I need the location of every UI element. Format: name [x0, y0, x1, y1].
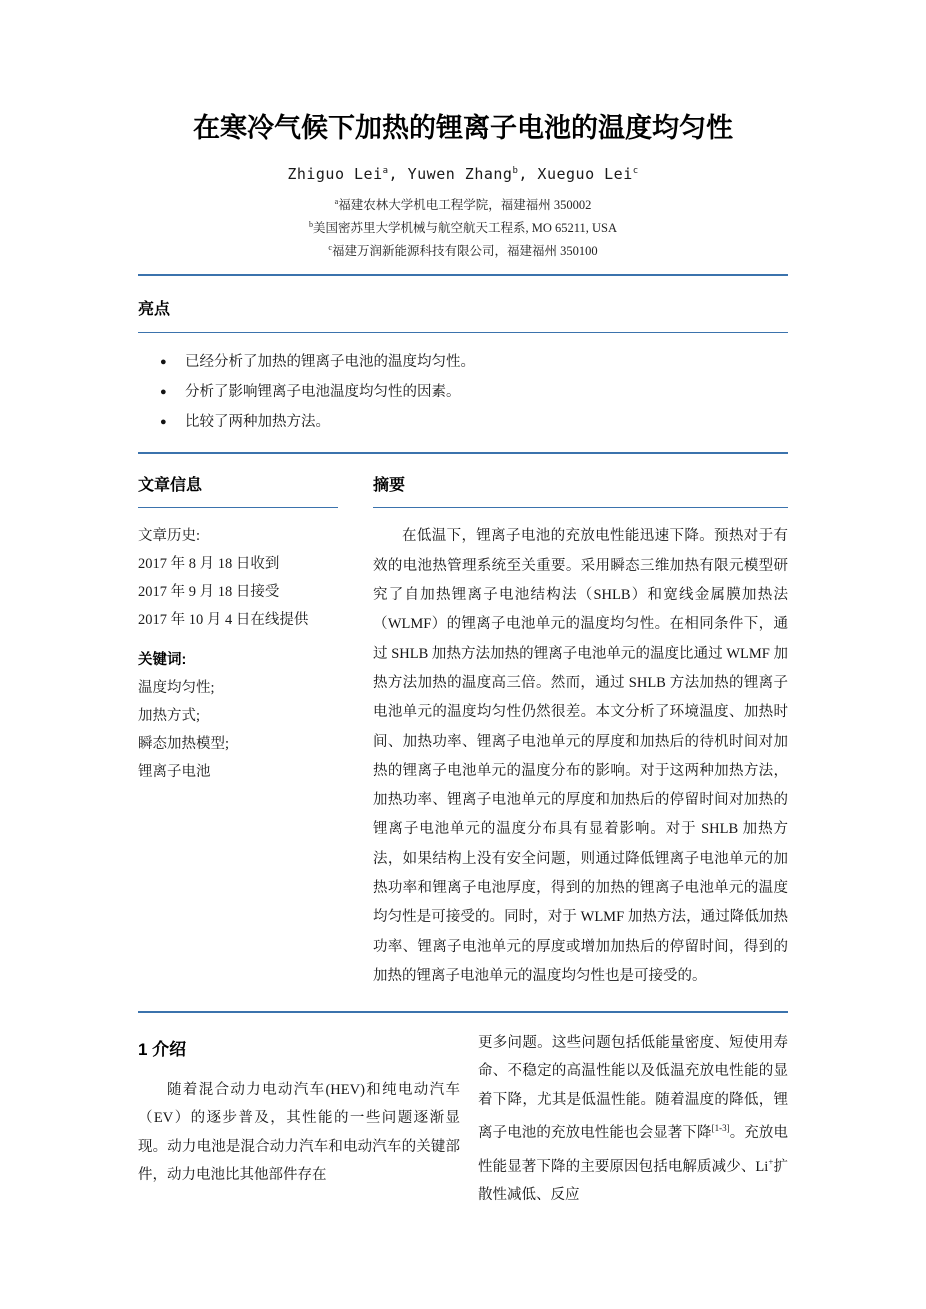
highlight-item — [138, 347, 788, 377]
highlight-item — [138, 377, 788, 407]
keyword: 加热方式; — [138, 708, 201, 725]
divider — [373, 507, 788, 509]
keyword: 瞬态加热模型; — [138, 736, 230, 753]
divider — [138, 274, 788, 276]
article-info-column — [138, 472, 338, 991]
author-affil-mark: a — [382, 166, 389, 176]
intro-text: 更多问题。这些问题包括低能量密度、短使用寿命、不稳定的高温性能以及低温充放电性能的显着下降，尤其是低温性能。随着温度的降低，锂离子电池的充放电性能也会显著下降 — [478, 1034, 788, 1142]
affil-mark: b — [308, 220, 313, 230]
bullet-icon: ● — [160, 416, 167, 429]
intro-left-column — [138, 1029, 460, 1210]
author-affil-mark: c — [632, 166, 639, 176]
history-entry: 2017 年 9 月 18 日接受 — [138, 584, 280, 601]
highlight-text: 已经分析了加热的锂离子电池的温度均匀性。 — [185, 354, 475, 371]
divider — [138, 1011, 788, 1013]
affil-mark: c — [328, 243, 332, 253]
affil-mark: a — [334, 197, 339, 206]
article-info-heading: 文章信息 — [138, 476, 203, 494]
keyword: 温度均匀性; — [138, 680, 215, 697]
affil-text: 福建万润新能源科技有限公司，福建福州 350100 — [331, 244, 598, 259]
bullet-icon: ● — [160, 386, 167, 399]
affiliation-line — [138, 238, 788, 261]
abstract-column — [373, 472, 788, 991]
history-entry: 2017 年 10 月 4 日在线提供 — [138, 612, 309, 629]
citation-mark: [1-3] — [711, 1123, 730, 1134]
highlight-text: 比较了两种加热方法。 — [185, 414, 330, 431]
divider — [138, 332, 788, 334]
abstract-text: 在低温下，锂离子电池的充放电性能迅速下降。预热对于有效的电池热管理系统至关重要。采用瞬态三维加热有限元模型研究了自加热锂离子电池结构法（SHLB）和宽线金属膜加热法（WLMF）的锂离子电池单元的温度均匀性。在相同条件下，通过 SHLB 加热方法加热的锂离子电池单元的温度比通过 WLMF 加热方法加热的温度高三倍。然而，通过 SHLB 方法加热的锂离子电池单元的温度均匀性仍然很差。本文分析了环境温度、加热时间、加热功率、锂离子电池单元的厚度和加热后的待机时间对加热的锂离子电池单元的温度分布的影响。对于这两种加热方法，加热功率、锂离子电池单元的厚度和加热后的停留时间对加热的锂离子电池单元的温度分布具有显着影响。对于 SHLB 加热方法，如果结构上没有安全问题，则通过降低锂离子电池单元的加热功率和锂离子电池厚度，得到的加热的锂离子电池单元的温度均匀性是可接受的。同时，对于 WLMF 加热方法，通过降低加热功率、锂离子电池单元的厚度或增加加热后的停留时间，得到的加热的锂离子电池单元的温度均匀性也是可接受的。 — [373, 528, 788, 984]
keyword: 锂离子电池 — [138, 764, 211, 781]
introduction-section — [138, 1029, 788, 1210]
intro-text: 扩散性减低、反应 — [478, 1158, 789, 1203]
author-affil-mark: b — [512, 166, 519, 176]
highlight-text: 分析了影响锂离子电池温度均匀性的因素。 — [185, 384, 461, 401]
author — [518, 165, 638, 183]
author — [287, 165, 388, 183]
divider — [138, 452, 788, 454]
highlights-heading: 亮点 — [138, 300, 171, 318]
affiliation-line — [138, 215, 788, 238]
keywords-label: 关键词: — [138, 652, 187, 669]
intro-text: 。充放电性能显著下降的主要原因包括电解质减少、Li — [478, 1125, 789, 1175]
introduction-heading: 1 介绍 — [138, 1039, 187, 1059]
info-abstract-section — [138, 472, 788, 991]
affil-text: 福建农林大学机电工程学院，福建福州 350002 — [338, 198, 592, 213]
abstract-heading: 摘要 — [373, 476, 406, 494]
superscript: + — [768, 1156, 774, 1167]
intro-right-column — [478, 1029, 788, 1210]
author-name: , Yuwen Zhang — [388, 165, 513, 183]
affil-text: 美国密苏里大学机械与航空航天工程系, MO 65211, USA — [312, 221, 618, 236]
divider — [138, 507, 338, 509]
bullet-icon: ● — [160, 356, 167, 369]
author-name: Zhiguo Lei — [287, 165, 383, 183]
article-history — [138, 522, 338, 786]
paper-content — [138, 106, 788, 1209]
highlights-list — [138, 347, 788, 437]
intro-paragraph-right — [478, 1029, 788, 1210]
paper-title: 在寒冷气候下加热的锂离子电池的温度均匀性 — [193, 113, 733, 143]
highlight-item — [138, 407, 788, 437]
authors-line — [138, 165, 788, 183]
history-label: 文章历史: — [138, 528, 201, 545]
affiliations — [138, 192, 788, 261]
history-entry: 2017 年 8 月 18 日收到 — [138, 556, 280, 573]
author — [389, 165, 519, 183]
affiliation-line — [138, 192, 788, 215]
author-name: , Xueguo Lei — [518, 165, 633, 183]
intro-paragraph-left: 随着混合动力电动汽车(HEV)和纯电动汽车（EV）的逐步普及，其性能的一些问题逐渐显现。动力电池是混合动力汽车和电动汽车的关键部件，动力电池比其他部件存在 — [138, 1081, 460, 1184]
